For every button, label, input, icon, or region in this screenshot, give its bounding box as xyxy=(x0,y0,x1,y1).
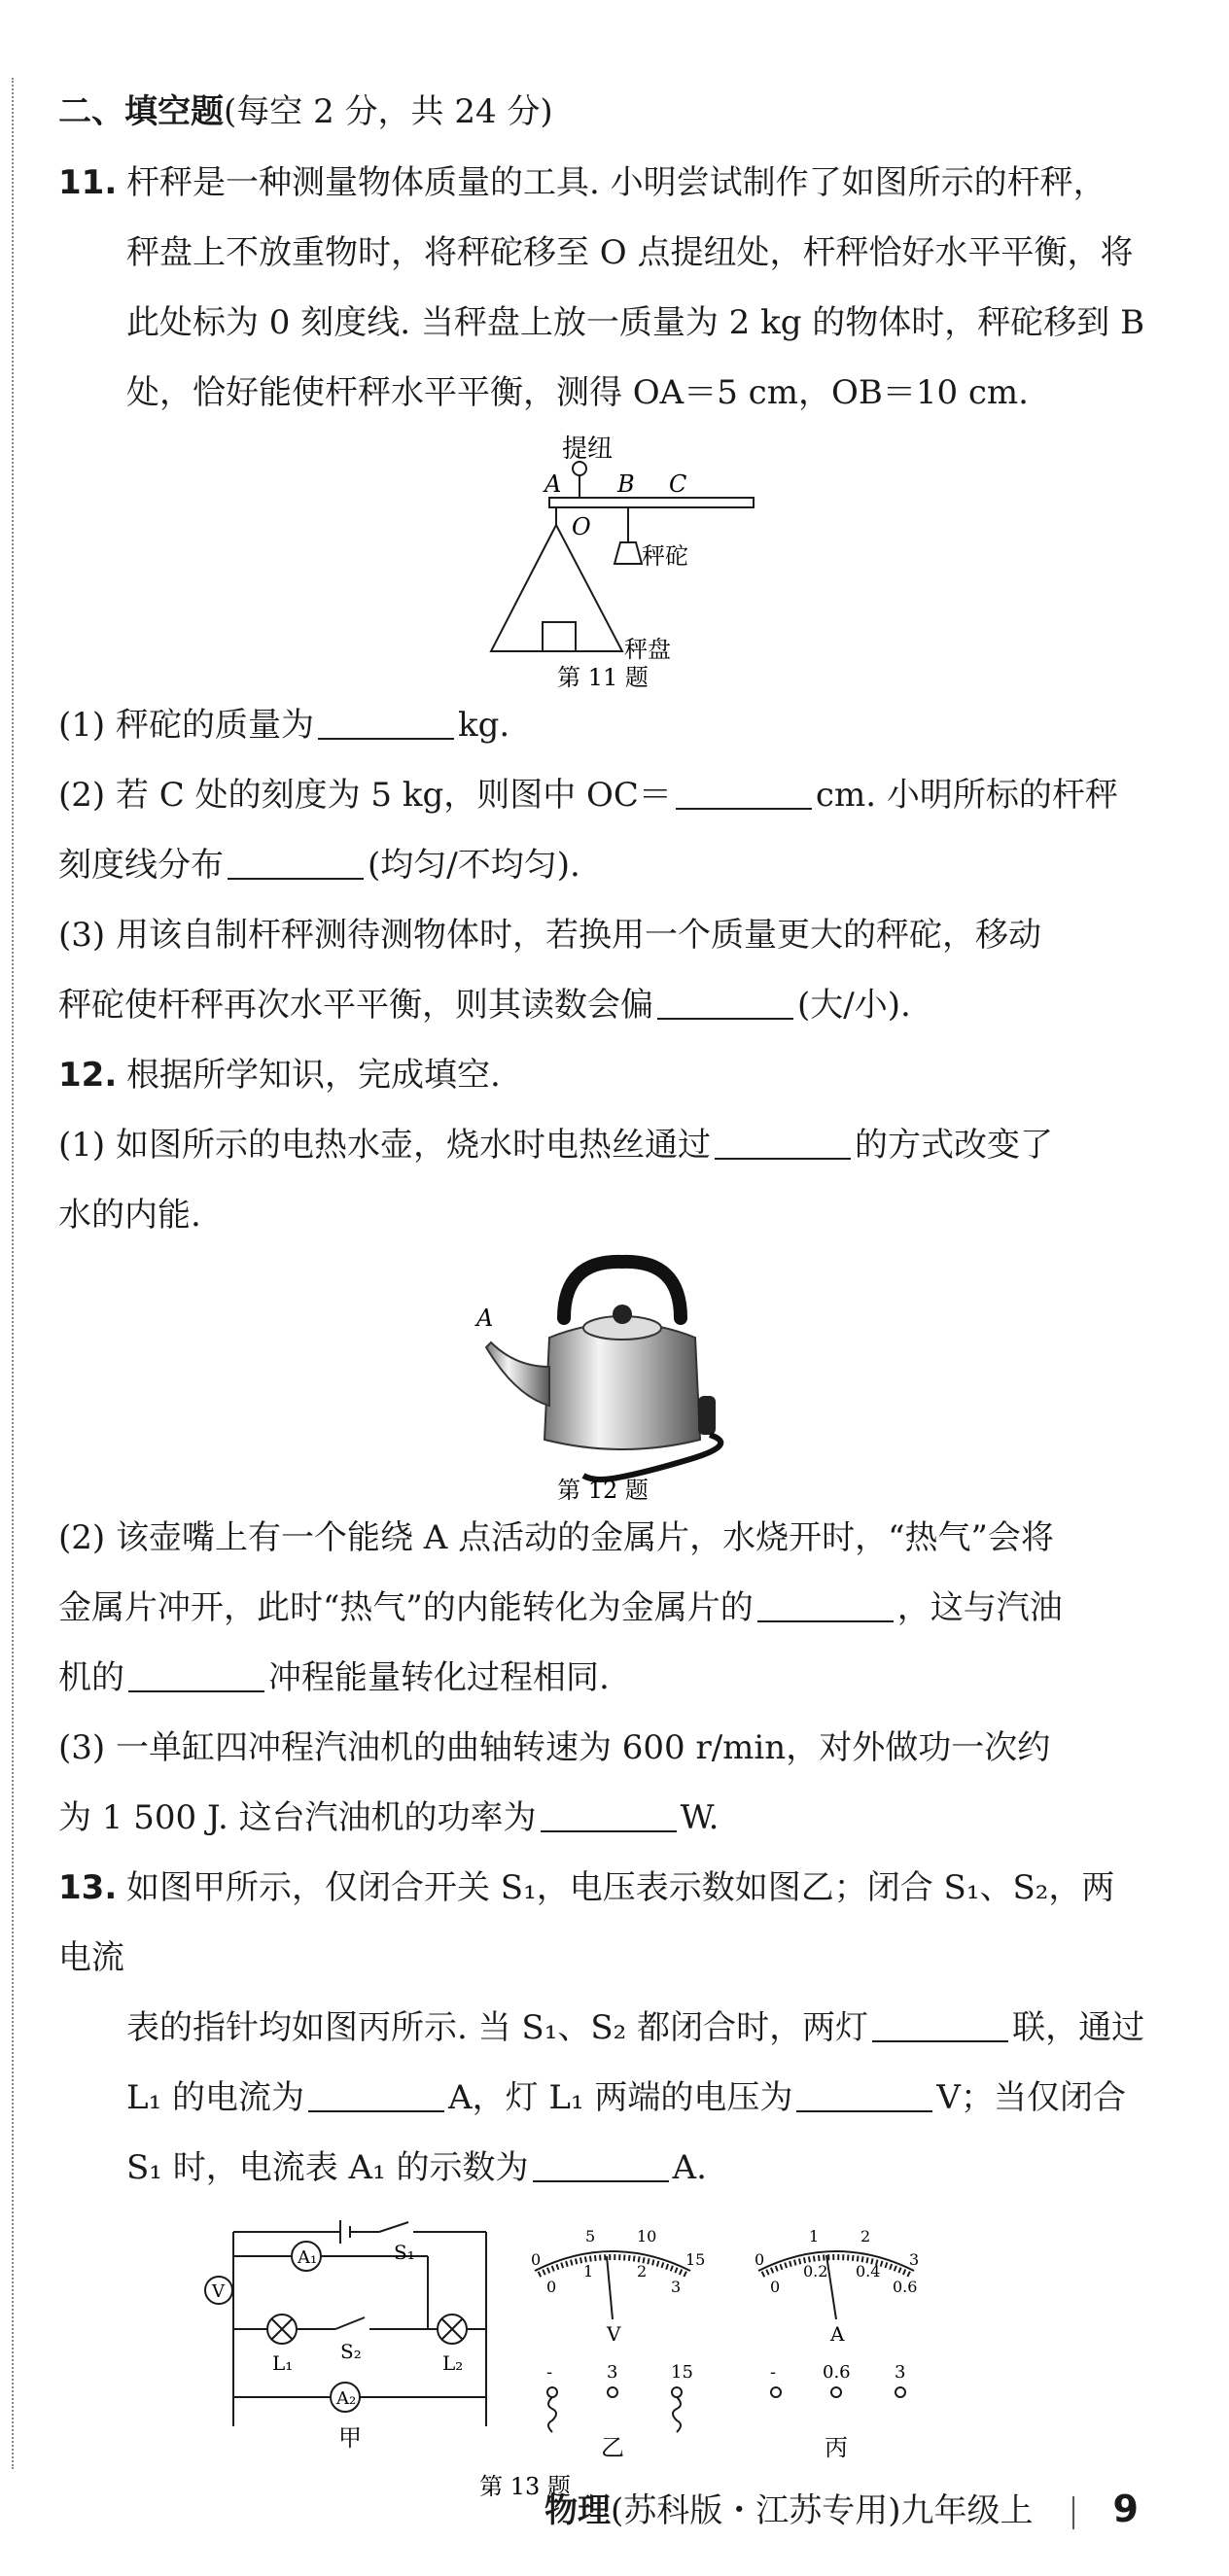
question-text: kg. xyxy=(457,706,510,745)
ammeter-caption: 丙 xyxy=(825,2434,848,2461)
ammeter-a1-label: A₁ xyxy=(298,2247,318,2268)
question-text: ，这与汽油 xyxy=(896,1588,1063,1627)
voltmeter-unit: V xyxy=(607,2322,621,2346)
question-text: (均匀/不均匀). xyxy=(368,846,580,885)
v-top-tick: 15 xyxy=(685,2250,706,2269)
v-terminal-label: 15 xyxy=(671,2362,693,2383)
v-top-tick: 10 xyxy=(637,2227,657,2245)
answer-blank[interactable] xyxy=(318,709,454,740)
kettle-body xyxy=(544,1323,700,1449)
question-text: (1) 如图所示的电热水壶，烧水时电热丝通过 xyxy=(58,1126,711,1165)
answer-blank[interactable] xyxy=(533,2151,669,2182)
section-header xyxy=(58,87,1147,136)
question-text: V；当仅闭合 xyxy=(936,2078,1126,2117)
kettle-spout xyxy=(486,1342,549,1406)
answer-blank[interactable] xyxy=(676,779,812,810)
question-number: 11. xyxy=(58,163,118,202)
point-c-label: C xyxy=(669,470,687,498)
v-top-tick: 0 xyxy=(531,2250,542,2269)
question-13 xyxy=(58,1853,1147,2504)
answer-blank[interactable] xyxy=(757,1591,894,1622)
footer-subject: 物理 xyxy=(544,2491,611,2530)
section-score-note: (每空 2 分，共 24 分) xyxy=(224,92,553,131)
answer-blank[interactable] xyxy=(128,1661,264,1692)
question-text: 机的 xyxy=(58,1658,124,1697)
section-title: 二、填空题 xyxy=(58,92,224,131)
ammeter-dial xyxy=(755,2227,919,2461)
a-terminal-label: - xyxy=(770,2362,777,2383)
pan-strings xyxy=(491,525,622,651)
point-a-label: A xyxy=(476,1305,494,1332)
answer-blank[interactable] xyxy=(228,849,364,880)
question-text: 秤盘上不放重物时，将秤砣移至 O 点提纽处，杆秤恰好水平平衡，将 xyxy=(126,233,1134,272)
weight-label: 秤砣 xyxy=(642,542,688,570)
circuit-meters-figure xyxy=(204,2212,1001,2504)
answer-blank[interactable] xyxy=(657,989,793,1020)
question-text: (3) 一单缸四冲程汽油机的曲轴转速为 600 r/min，对外做功一次约 xyxy=(58,1728,1051,1767)
a-terminal-label: 3 xyxy=(895,2362,906,2383)
v-bottom-tick: 3 xyxy=(671,2278,682,2296)
question-text: (2) 该壶嘴上有一个能绕 A 点活动的金属片，水烧开时，“热气”会将 xyxy=(58,1518,1054,1557)
question-text: 联，通过 xyxy=(1012,2008,1145,2047)
question-text: A，灯 L₁ 两端的电压为 xyxy=(448,2078,793,2117)
page-number: 9 xyxy=(1112,2488,1139,2530)
question-text: 冲程能量转化过程相同. xyxy=(268,1658,610,1697)
question-text: 如图甲所示，仅闭合开关 S₁，电压表示数如图乙；闭合 S₁、S₂，两电流 xyxy=(58,1868,1115,1977)
question-text: 金属片冲开，此时“热气”的内能转化为金属片的 xyxy=(58,1588,754,1627)
a-bottom-tick: 0.2 xyxy=(803,2262,828,2280)
footer-edition: (苏科版・江苏专用)九年级上 xyxy=(611,2491,1034,2530)
voltmeter-dial xyxy=(531,2227,705,2461)
question-text: 处，恰好能使杆秤水平平衡，测得 OA＝5 cm，OB＝10 cm. xyxy=(126,373,1029,412)
question-text: 刻度线分布 xyxy=(58,846,224,885)
kettle-figure xyxy=(447,1250,758,1503)
answer-blank[interactable] xyxy=(715,1129,851,1160)
voltmeter-label: V xyxy=(212,2281,225,2302)
steelyard-beam xyxy=(549,498,754,507)
pan-label: 秤盘 xyxy=(624,636,671,663)
v-bottom-tick: 1 xyxy=(583,2262,594,2280)
ammeter-unit: A xyxy=(830,2322,845,2346)
a-top-tick: 3 xyxy=(909,2250,920,2269)
page-footer xyxy=(544,2484,1176,2531)
a-terminal-label: 0.6 xyxy=(823,2362,851,2383)
wire-icon xyxy=(673,2397,681,2432)
footer-divider xyxy=(1072,2496,1074,2529)
v-top-tick: 5 xyxy=(585,2227,596,2245)
worksheet-page xyxy=(58,87,1147,2504)
answer-blank[interactable] xyxy=(308,2081,444,2112)
question-text: 为 1 500 J. 这台汽油机的功率为 xyxy=(58,1798,537,1837)
question-number: 12. xyxy=(58,1056,118,1095)
counterweight-icon xyxy=(614,542,642,564)
switch-s1-label: S₁ xyxy=(394,2241,415,2264)
question-text: (2) 若 C 处的刻度为 5 kg，则图中 OC＝ xyxy=(58,776,672,815)
point-b-label: B xyxy=(617,470,635,498)
steelyard-figure xyxy=(447,428,758,690)
question-12 xyxy=(58,1040,1147,1853)
question-text: 表的指针均如图丙所示. 当 S₁、S₂ 都闭合时，两灯 xyxy=(126,2008,869,2047)
answer-blank[interactable] xyxy=(872,2011,1008,2042)
v-bottom-tick: 2 xyxy=(637,2262,648,2280)
question-text: 秤砣使杆秤再次水平平衡，则其读数会偏 xyxy=(58,986,653,1025)
a-bottom-tick: 0.4 xyxy=(856,2262,881,2280)
question-text: L₁ 的电流为 xyxy=(126,2078,305,2117)
v-bottom-tick: 0 xyxy=(546,2278,557,2296)
voltmeter-needle xyxy=(607,2256,613,2319)
v-terminal-label: 3 xyxy=(607,2362,618,2383)
voltmeter-caption: 乙 xyxy=(601,2434,624,2461)
lamp-l2-label: L₂ xyxy=(442,2351,464,2375)
object-box xyxy=(543,622,576,651)
binding-margin-line xyxy=(12,78,14,2469)
a-top-tick: 2 xyxy=(860,2227,871,2245)
question-text: cm. 小明所标的杆秤 xyxy=(815,776,1118,815)
figure-caption: 第 13 题 xyxy=(479,2473,571,2500)
a-bottom-tick: 0.6 xyxy=(893,2278,918,2296)
figure-caption: 第 12 题 xyxy=(557,1477,649,1503)
switch-s2-label: S₂ xyxy=(340,2340,362,2363)
question-text: 此处标为 0 刻度线. 当秤盘上放一质量为 2 kg 的物体时，秤砣移到 B xyxy=(126,303,1145,342)
answer-blank[interactable] xyxy=(541,1801,677,1832)
question-text: (1) 秤砣的质量为 xyxy=(58,706,314,745)
question-text: (大/小). xyxy=(797,986,911,1025)
wire-icon xyxy=(548,2397,556,2432)
question-text: 杆秤是一种测量物体质量的工具. 小明尝试制作了如图所示的杆秤， xyxy=(126,163,1106,202)
a-bottom-tick: 0 xyxy=(770,2278,781,2296)
v-terminal-label: - xyxy=(546,2362,553,2383)
a-top-tick: 0 xyxy=(755,2250,765,2269)
question-text: A. xyxy=(672,2148,707,2187)
question-text: S₁ 时，电流表 A₁ 的示数为 xyxy=(126,2148,529,2187)
question-text: 水的内能. xyxy=(58,1196,201,1235)
question-text: 的方式改变了 xyxy=(854,1126,1053,1165)
point-a-label: A xyxy=(544,470,562,498)
a-top-tick: 1 xyxy=(809,2227,820,2245)
circuit-caption: 甲 xyxy=(338,2424,362,2452)
lamp-l1-label: L₁ xyxy=(272,2351,294,2375)
tinu-label: 提纽 xyxy=(562,435,614,464)
point-o-label: O xyxy=(572,513,591,540)
lifting-ring-icon xyxy=(573,462,586,475)
ammeter-needle xyxy=(826,2255,836,2319)
answer-blank[interactable] xyxy=(796,2081,932,2112)
question-text: (3) 用该自制杆秤测待测物体时，若换用一个质量更大的秤砣，移动 xyxy=(58,916,1041,955)
question-text: W. xyxy=(680,1798,720,1837)
question-text: 根据所学知识，完成填空. xyxy=(126,1056,501,1095)
question-number: 13. xyxy=(58,1868,118,1907)
figure-caption: 第 11 题 xyxy=(557,664,649,690)
ammeter-a2-label: A₂ xyxy=(336,2388,357,2409)
question-11 xyxy=(58,148,1147,1040)
